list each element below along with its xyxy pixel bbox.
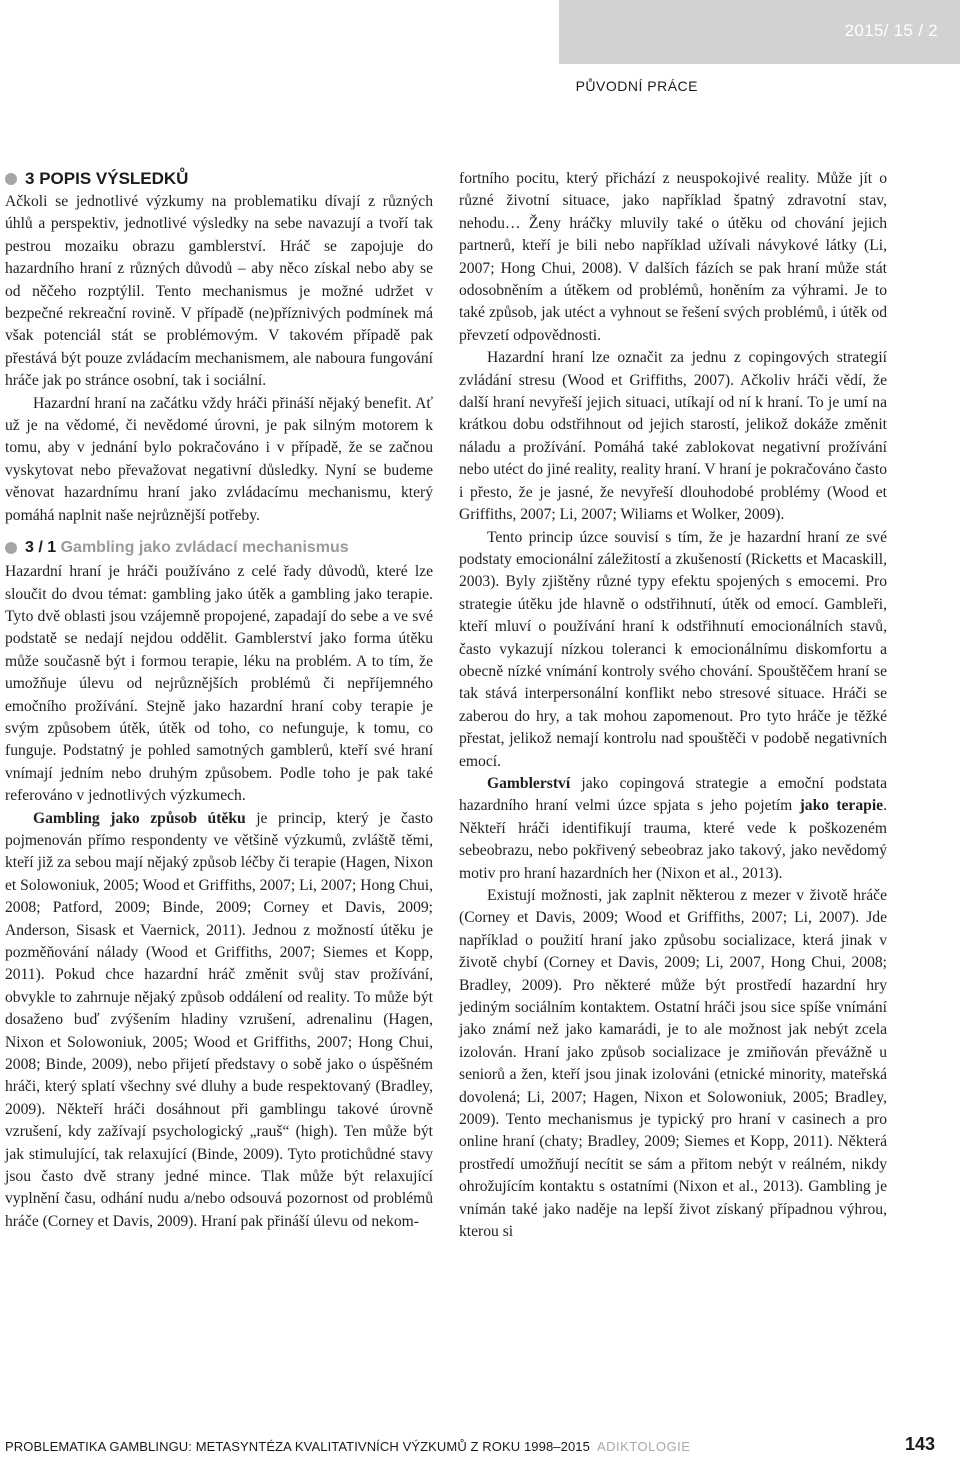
paragraph: fortního pocitu, který přichází z neuspokojivé reality. Může jít o různé životní situace, jako například špatný zdravotní stav, nehodu… Ženy hráčky mluvily také o útěku od chování jejich partnerů, kteří je bili nebo například užívali návykové látky (Li, 2007; Hong Chui, 2008). V dalších fázích se pak hraní může stát odosobněním a útěkem od problémů, honěním za výhrami. Je to také způsob, jak utéct a vyhnout se řešení svých problémů, i útěk od převzetí odpovědnosti.	[459, 170, 887, 344]
bold-term: Gamblerství	[487, 774, 571, 792]
subsection-number: 3 / 1	[25, 538, 57, 556]
section-number: 3	[25, 168, 35, 188]
page-footer	[5, 1434, 935, 1457]
section-label: PŮVODNÍ PRÁCE	[575, 78, 698, 94]
footer-article-title: PROBLEMATIKA GAMBLINGU: METASYNTÉZA KVALITATIVNÍCH VÝZKUMŮ Z ROKU 1998–2015	[5, 1439, 590, 1454]
header-box	[559, 0, 960, 64]
bold-term: Gambling jako způsob útěku	[33, 809, 246, 827]
paragraph: Hazardní hraní na začátku vždy hráči přináší nějaký benefit. Ať už je na vědomé, či nevědomé úrovni, je pak silným motorem k tomu, aby v jednání bylo pokračováno i v případě, že se začnou vyskytovat nebo převažovat negativní důsledky. Nyní se budeme věnovat hazardnímu hraní jako zvládacímu mechanismu, který pomáhá naplnit naše nejrůznější potřeby.	[5, 394, 433, 524]
section-title: POPIS VÝSLEDKŮ	[39, 168, 189, 188]
bullet-dot-icon	[5, 173, 17, 185]
page-number: 143	[904, 1434, 935, 1454]
paragraph-text: je princip, který je často pojmenován přímo respondenty ve většině výzkumů, zvláště těmi, kteří již za sebou mají nějaký způsob léčby či terapie (Hagen, Nixon et Solowoniuk, 2005; Wood et Griffiths, 2007; Li, 2007; Hong Chui, 2008; Patford, 2009; Binde, 2009; Corney et Davis, 2009; Anderson, Sisask et Vaernick, 2011). Jednou z možností útěku je pozměňování nálady (Wood et Griffiths, 2007; Siemes et Kopp, 2011). Pokud chce hazardní hráč změnit svůj stav prožívání, obvykle to zahrnuje nějaký způsob oddálení od reality. To může být dosaženo buď zvýšením hladiny vzrušení, adrenalinu (Hagen, Nixon et Solowoniuk, 2005; Wood et Griffiths, 2007; Hong Chui, 2008; Binde, 2009), nebo přijetí představy o sobě jako o úspěšném hráči, který splatí všechny své dluhy a bude respektovaný (Bradley, 2009). Někteří hráči dosáhnout při gamblingu takové úrovně vzrušení, kdy zažívají psychologický „rauš“ (high). Ten může být jak stimulující, tak relaxující (Binde, 2009). Tyto protichůdné stavy jsou často dvě strany jedné mince. Tlak může být relaxující vyplnění času, odhání nudu a/nebo odsouvá pozornost od problémů hráče (Corney et Davis, 2009). Hraní pak přináší úlevu od nekom-	[5, 809, 433, 1230]
paragraph: Ačkoli se jednotlivé výzkumy na problematiku dívají z různých úhlů a perspektiv, jednotlivé výsledky na sebe navazují a tvoří tak pestrou mozaiku obrazu gamblerství. Hráč se zapojuje do hazardního hraní z různých důvodů – aby něco získal nebo aby se od něčeho rozptýlil. Tento mechanismus je možné udržet v bezpečné rekreační rovině. V případě (ne)příznivých podmínek má však potenciál stát se problémovým. V takovém případě pak přestává být pouze zvládacím mechanismem, ale naboura fungování hráče jak po stránce osobní, tak i sociální.	[5, 193, 433, 390]
paragraph	[5, 808, 433, 1234]
subsection-heading	[5, 537, 433, 559]
paragraph-text: jako copingová strategie a emoční podstata hazardního hraní velmi úzce spjata s jeho pojetím	[459, 774, 887, 815]
issue-number: 2015/ 15 / 2	[844, 21, 938, 40]
paragraph-text: . Někteří hráči identifikují trauma, které vede k poškozeném sebeobrazu, nebo pokřivený sebeobraz jako takový, jako nevědomý motiv pro hraní hazardních her (Nixon et al., 2013).	[459, 797, 887, 882]
paragraph: Hazardní hraní lze označit za jednu z copingových strategií zvládání stresu (Wood et Griffiths, 2007). Ačkoliv hráči vědí, že další hraní nevyřeší jejich situaci, utíkají od ní k hraní. To je umí na krátkou dobu odstřihnout od jejich starostí, jelikož dokáže změnit náladu a prožívání. Pomáhá také zablokovat negativní prožívání nebo utéct do jiné reality, reality hraní. V hraní je pokračováno často i přesto, že je jasné, že nevyřeší dlouhodobé problémy (Wood et Griffiths, 2007; Li, 2007; Wiliams et Wolker, 2009).	[459, 349, 887, 524]
bullet-dot-icon	[5, 542, 17, 554]
section-heading	[5, 168, 433, 190]
paragraph	[459, 773, 887, 885]
left-column	[5, 168, 433, 1233]
paragraph: Tento princip úzce souvisí s tím, že je hazardní hraní ze své podstaty emocionální záležitostí a zkušeností (Ricketts et Macaskill, 2003). Byly zjištěny různé typy efektu spojených s emocemi. Pro strategie útěku jde hlavně o odstřihnutí, útěk od emocí. Gambleři, kteří mluví o používání hraní k odstřihnutí emocionálních stavů, často vykazují nízkou toleranci k emocionálnímu diskomfortu a obecně nízké vnímání kontroly svého chování. Spouštěčem hraní se tak stává interpersonální konflikt nebo stresové situace. Hráči se zaberou do hry, a tak mohou zapomenout. Pro tyto hráče je těžké přestat, jelikož nemají kontrolu nad spouštěči v podobě negativních emocí.	[459, 528, 887, 770]
bold-term: jako terapie	[799, 797, 884, 815]
footer-journal-name: ADIKTOLOGIE	[597, 1439, 691, 1454]
subsection-title: Gambling jako zvládací mechanismus	[60, 538, 349, 556]
right-column	[459, 168, 887, 1244]
paragraph: Hazardní hraní je hráči používáno z celé řady důvodů, které lze sloučit do dvou témat: gambling jako útěk a gambling jako terapie. Tyto dvě oblasti jsou vzájemně propojené, zapadají do sebe a ve své podstatě se nedají nejdou oddělit. Gamblerství jako forma útěku může současně být i formou terapie, léku na problém. A to tím, že umožňuje úlevu od nejrůznějších problémů či nepříjemného emočního prožívání. Stejně jako hazardní hraní coby terapie je svým způsobem útěk, útěk od toho, co nefunguje, k tomu, co funguje. Podstatný je pohled samotných gamblerů, kteří své hraní vnímají jedním nebo druhým způsobem. Podle toho je pak také referováno v jednotlivých výzkumech.	[5, 563, 433, 805]
paragraph: Existují možnosti, jak zaplnit některou z mezer v životě hráče (Corney et Davis, 2009; Wood et Griffiths, 2007; Li, 2007). Jde například o použití hraní jako způsobu socializace, která jinak v životě chybí (Corney et Davis, 2009; Li, 2007, Hong Chui, 2008; Bradley, 2009). Pro některé může být prostředí hazardní hry jediným sociálním kontaktem. Ostatní hráči jsou sice spíše vnímání jako známí než jako kamarádi, je to ale možnost jak nebýt zcela izolován. Hraní jako způsob socializace je zmiňován převážně u seniorů a žen, kteří jsou jinak izolováni (etnické minority, mateřská dovolená; Li, 2007; Hagen, Nixon et Solowoniuk, 2005; Bradley, 2009). Tento mechanismus je typický pro hraní v casinech a pro online hraní (chaty; Bradley, 2009; Siemes et Kopp, 2011). Některá prostředí umožňují necítit se sám a přitom nebýt v reálném, nikdy ohrožujícím kontaktu s ostatními (Nixon et al., 2013). Gambling je vnímán také jako naděje na lepší život získaný případnou výhrou, kterou si	[459, 887, 887, 1241]
